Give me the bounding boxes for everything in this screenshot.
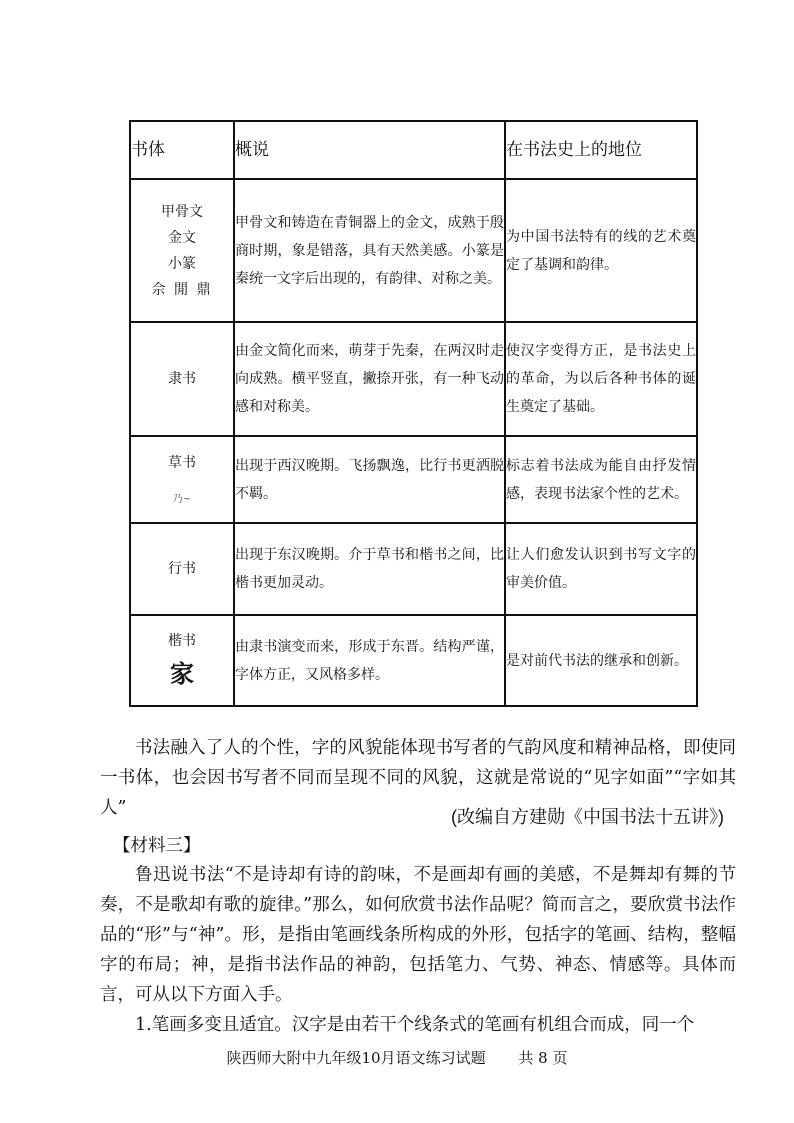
style-cell <box>130 436 234 523</box>
regular-glyph-sample: 家 <box>170 658 194 688</box>
table-row-running <box>130 523 697 615</box>
position-cell: 为中国书法特有的线的艺术奠定了基调和韵律。 <box>505 179 697 322</box>
page-footer <box>0 1047 794 1068</box>
source-citation: (改编自方建勋《中国书法十五讲》) <box>451 807 724 827</box>
table-row-cursive <box>130 436 697 523</box>
paragraph-text: 1.笔画多变且适宜。汉字是由若干个线条式的笔画有机组合而成，同一个 <box>135 1015 695 1035</box>
style-name-bronze: 金文 <box>168 229 196 246</box>
material-three-label: 【材料三】 <box>113 836 201 856</box>
position-cell: 是对前代书法的继承和创新。 <box>505 615 697 706</box>
position-cell: 使汉字变得方正，是书法史上的革命，为以后各种书体的诞生奠定了基础。 <box>505 322 697 436</box>
style-cell <box>130 523 234 615</box>
style-name-regular: 楷书 <box>168 632 196 649</box>
cursive-glyph-sample: 乃~ <box>172 493 192 505</box>
style-cell <box>130 615 234 706</box>
footer-page-count: 共 8 页 <box>518 1049 568 1067</box>
paragraph-appreciation <box>100 860 736 1040</box>
style-name-oracle-bone: 甲骨文 <box>161 203 203 220</box>
table-row-regular <box>130 615 697 706</box>
calligraphy-styles-table <box>129 120 698 707</box>
header-style: 书体 <box>130 121 234 179</box>
style-name-running: 行书 <box>168 561 196 577</box>
table-row-clerical <box>130 322 697 436</box>
overview-cell: 由隶书演变而来，形成于东晋。结构严谨，字体方正，又风格多样。 <box>234 615 505 706</box>
style-name-clerical: 隶书 <box>168 371 196 387</box>
position-cell: 让人们愈发认识到书写文字的审美价值。 <box>505 523 697 615</box>
table-row-seal-scripts <box>130 179 697 322</box>
overview-cell: 出现于西汉晚期。飞扬飘逸，比行书更洒脱不羁。 <box>234 436 505 523</box>
table-header-row <box>130 121 697 179</box>
style-cell <box>130 179 234 322</box>
overview-cell: 由金文简化而来，萌芽于先秦，在两汉时走向成熟。横平竖直，撇捺开张，有一种飞动感和对称美。 <box>234 322 505 436</box>
header-historical-position: 在书法史上的地位 <box>505 121 697 179</box>
style-name-cursive: 草书 <box>168 454 196 471</box>
footer-title: 陕西师大附中九年级10月语文练习试题 <box>226 1049 486 1067</box>
paragraph-text: 鲁迅说书法“不是诗却有诗的韵味，不是画却有画的美感，不是舞却有舞的节奏，不是歌却有歌的旋律。”那么，如何欣赏书法作品呢？简而言之，要欣赏书法作品的“形”与“神”。形，是指由笔画线条所构成的外形，包括字的笔画、结构，整幅字的布局；神，是指书法作品的神韵，包括笔力、气势、神态、情感等。具体而言，可从以下方面入手。 <box>100 865 736 1005</box>
overview-cell: 甲骨文和铸造在青铜器上的金文，成熟于殷商时期，象是错落，具有天然美感。小篆是秦统一文字后出现的，有韵律、对称之美。 <box>234 179 505 322</box>
overview-cell: 出现于东汉晚期。介于草书和楷书之间，比楷书更加灵动。 <box>234 523 505 615</box>
seal-glyph-samples: 佘 閒 鼎 <box>151 281 213 298</box>
paragraph-text: 书法融入了人的个性，字的风貌能体现书写者的气韵风度和精神品格，即使同一书体，也会因书写者不同而呈现不同的风貌，这就是常说的“见字如面”“字如其人” <box>100 738 736 818</box>
position-cell: 标志着书法成为能自由抒发情感，表现书法家个性的艺术。 <box>505 436 697 523</box>
header-overview: 概说 <box>234 121 505 179</box>
style-cell <box>130 322 234 436</box>
style-name-small-seal: 小篆 <box>168 255 196 272</box>
